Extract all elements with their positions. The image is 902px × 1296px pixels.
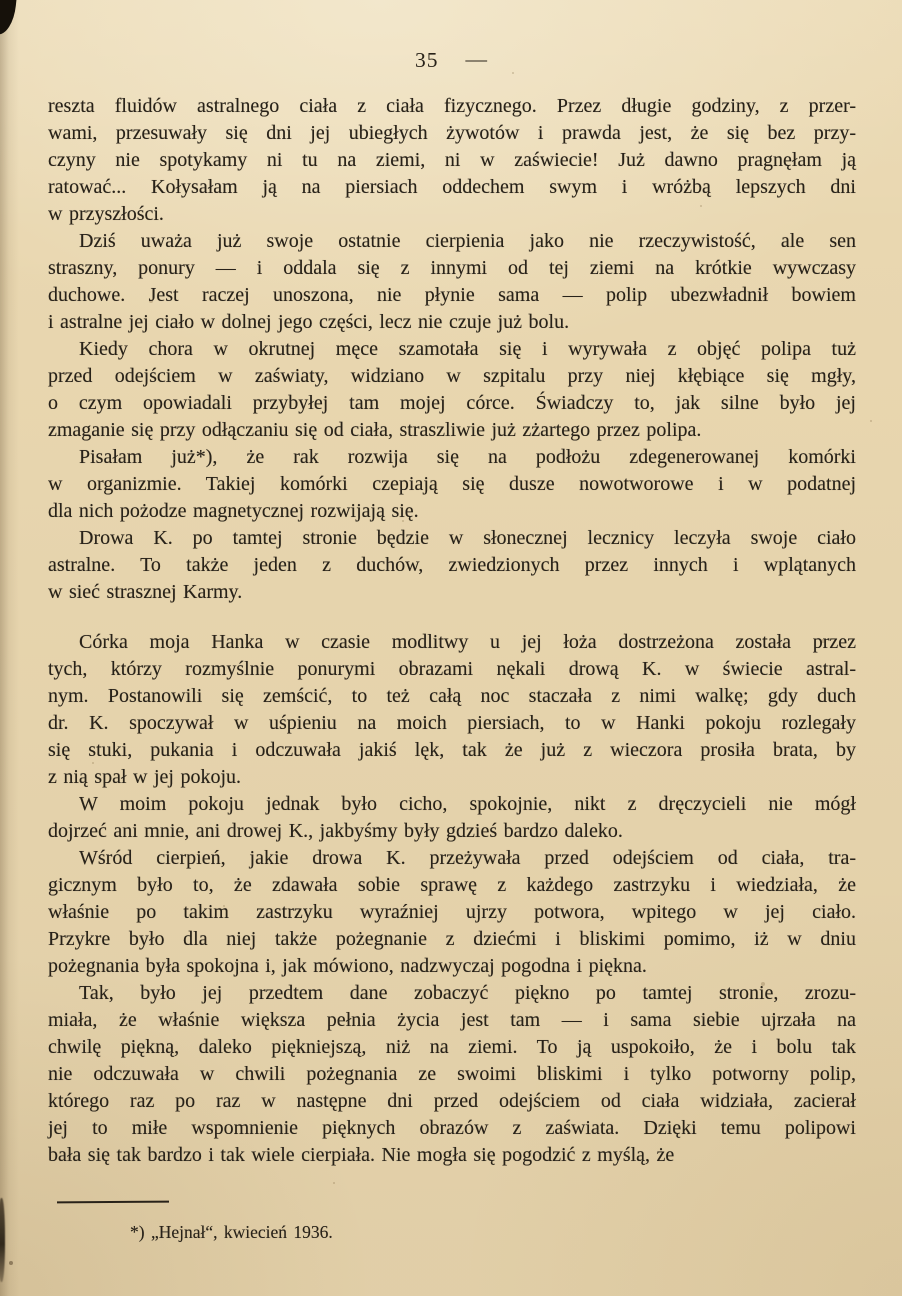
text-line: w przyszłości.	[48, 203, 164, 225]
text-line: Dziś uważa już swoje ostatnie cierpienia jako nie rzeczywistość, ale sen	[79, 230, 856, 252]
paragraph	[48, 444, 856, 525]
page-number: 35	[415, 48, 439, 72]
text-line: chwilę piękną, daleko piękniejszą, niż na ziemi. To ją uspokoiło, że i bolu tak	[48, 1036, 856, 1058]
corner-stain	[0, 0, 17, 36]
text-line: Córka moja Hanka w czasie modlitwy u jej łoża dostrzeżona została przez	[79, 631, 856, 653]
text-line: astralne. To także jeden z duchów, zwiedzionych przez innych i wplątanych	[48, 554, 856, 576]
footnote-text: *) „Hejnał“, kwiecień 1936.	[130, 1222, 333, 1242]
text-line: Tak, było jej przedtem dane zobaczyć piękno po tamtej stronie, zrozu-	[79, 982, 856, 1004]
paragraph	[48, 845, 856, 980]
text-line: bała się tak bardzo i tak wiele cierpiała. Nie mogła się pogodzić z myślą, że	[48, 1144, 675, 1166]
text-line: i astralne jej ciało w dolnej jego części, lecz nie czuje już bolu.	[48, 311, 570, 333]
text-line: duchowe. Jest raczej unoszona, nie płynie sama — polip ubezwładnił bowiem	[48, 284, 856, 306]
text-line: Pisałam już*), że rak rozwija się na podłożu zdegenerowanej komórki	[79, 446, 856, 468]
page-header	[0, 48, 902, 73]
text-line: Wśród cierpień, jakie drowa K. przeżywała przed odejściem od ciała, tra-	[79, 847, 856, 869]
text-line: o czym opowiadali przybyłej tam mojej córce. Świadczy to, jak silne było jej	[48, 392, 856, 414]
text-line: nym. Postanowili się zemścić, to też całą noc staczała z nimi walkę; gdy duch	[48, 685, 856, 707]
paragraph	[48, 336, 856, 444]
text-line: Kiedy chora w okrutnej męce szamotała się i wyrywała z objęć polipa tuż	[79, 338, 856, 360]
paragraph	[48, 228, 856, 336]
text-line: w organizmie. Takiej komórki czepiają się dusze nowotworowe i w podatnej	[48, 473, 856, 495]
text-line: jej to miłe wspomnienie pięknych obrazów z zaświata. Dzięki temu polipowi	[48, 1117, 856, 1139]
paragraph	[48, 525, 856, 606]
text-line: dojrzeć ani mnie, ani drowej K., jakbyśmy były gdzieś bardzo daleko.	[48, 820, 623, 842]
text-line: straszny, ponury — i oddala się z innymi od tej ziemi na krótkie wywczasy	[48, 257, 856, 279]
text-line: z nią spał w jej pokoju.	[48, 766, 242, 788]
paragraph	[48, 980, 856, 1169]
text-line: przed odejściem w zaświaty, widziano w szpitalu przy niej kłębiące się mgły,	[48, 365, 856, 387]
text-line: Przykre było dla niej także pożegnanie z dziećmi i bliskimi pomimo, iż w dniu	[48, 928, 856, 950]
paragraph	[48, 629, 856, 791]
text-line: właśnie po takim zastrzyku wyraźniej ujrzy potwora, wpitego w jej ciało.	[48, 901, 856, 923]
text-line: gicznym było to, że zdawała sobie sprawę z każdego zastrzyku i wiedziała, że	[48, 874, 856, 896]
text-line: dla nich pożodze magnetycznej rozwijają się.	[48, 500, 419, 522]
text-line: którego raz po raz w następne dni przed odejściem od ciała widziała, zacierał	[48, 1090, 856, 1112]
text-line: reszta fluidów astralnego ciała z ciała fizycznego. Przez długie godziny, z przer-	[48, 95, 856, 117]
text-line: miała, że właśnie większa pełnia życia jest tam — i sama siebie ujrzała na	[48, 1009, 856, 1031]
paragraph	[48, 93, 856, 228]
text-line: nie odczuwała w chwili pożegnania ze swoimi bliskimi i tylko potworny polip,	[48, 1063, 856, 1085]
text-line: ratować... Kołysałam ją na piersiach oddechem swym i wróżbą lepszych dni	[48, 176, 856, 198]
text-line: wami, przesuwały się dni jej ubiegłych żywotów i prawda jest, że się bez przy-	[48, 122, 856, 144]
text-line: się stuki, pukania i odczuwała jakiś lęk, tak że już z wieczora prosiła brata, by	[48, 739, 856, 761]
text-line: tych, którzy rozmyślnie ponurymi obrazami nękali drową K. w świecie astral-	[48, 658, 856, 680]
text-line: Drowa K. po tamtej stronie będzie w słonecznej lecznicy leczyła swoje ciało	[79, 527, 856, 549]
text-line: W moim pokoju jednak było cicho, spokojnie, nikt z dręczycieli nie mógł	[79, 793, 856, 815]
edge-smudge	[0, 1198, 5, 1282]
footnote-rule	[57, 1201, 169, 1204]
paragraph	[48, 791, 856, 845]
text-line: czyny nie spotykamy ni tu na ziemi, ni w zaświecie! Już dawno pragnęłam ją	[48, 149, 856, 171]
text-line: dr. K. spoczywał w uśpieniu na moich piersiach, to w Hanki pokoju rozlegały	[48, 712, 856, 734]
text-line: zmaganie się przy odłączaniu się od ciała, straszliwie już zżartego przez polipa.	[48, 419, 702, 441]
header-dash: —	[465, 47, 487, 71]
text-line: pożegnania była spokojna i, jak mówiono, nadzwyczaj pogodna i piękna.	[48, 955, 647, 977]
text-block	[48, 93, 856, 1169]
left-edge-shadow	[0, 0, 20, 1296]
paper-speckles	[0, 0, 2, 2]
text-line: w sieć strasznej Karmy.	[48, 581, 243, 603]
